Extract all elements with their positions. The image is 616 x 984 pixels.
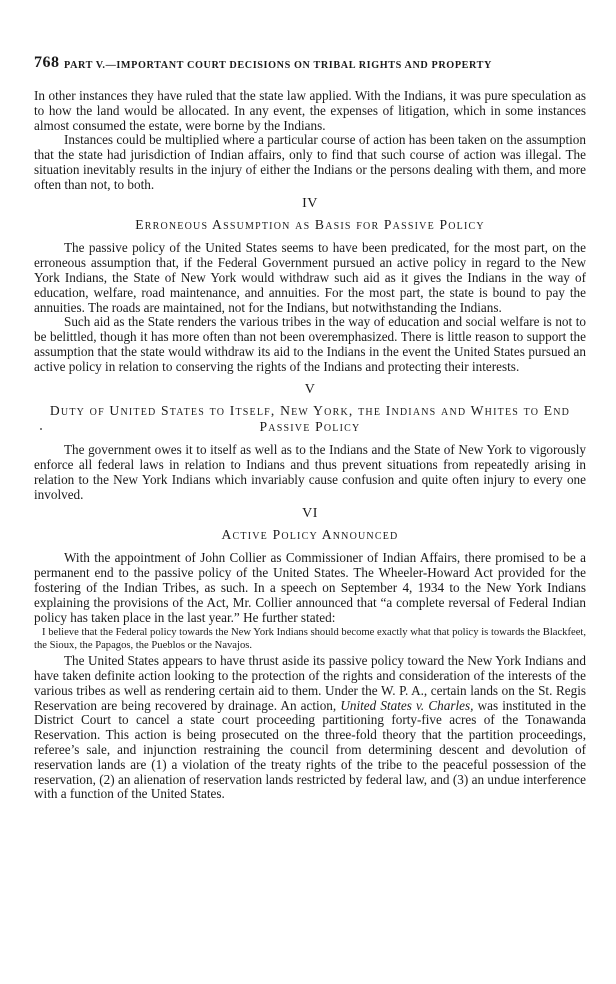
body-text bbox=[34, 89, 586, 802]
running-title: PART V.—IMPORTANT COURT DECISIONS ON TRIBAL RIGHTS AND PROPERTY bbox=[64, 60, 492, 71]
paragraph-text: was instituted in the District Court to cancel a state court proceeding partitioning forty-five acres of the Tonawanda Reservation. This action is being prosecuted on the three-fold theory that the partition proceedings, referee’s sale, and injunction restraining the council from determining descent and devolution of reservation lands are (1) a violation of the treaty rights of the tribe to the peaceful possession of the reservation, (2) an alienation of reservation lands restricted by federal law, and (3) an undue interference with a function of the United States. bbox=[34, 697, 587, 802]
page-number: 768 bbox=[34, 54, 60, 71]
section-numeral: IV bbox=[302, 195, 318, 211]
section-numeral: V bbox=[304, 381, 316, 397]
paragraph: With the appointment of John Collier as Commissioner of Indian Affairs, there promised to be a permanent end to the passive policy of the United States. The Wheeler-Howard Act provided for the fostering of the Indian Tribes, as such. In a speech on September 4, 1934 to the New York Indians explaining the provisions of the Act, Mr. Collier announced that “a complete reversal of Federal Indian policy has taken place in the last year.” He further stated: bbox=[34, 550, 586, 625]
section-heading: Duty of United States to Itself, New York, the Indians and Whites to End Passive Policy bbox=[49, 403, 571, 435]
paragraph: The passive policy of the United States seems to have been predicated, for the most part, on the erroneous assumption that, if the Federal Government pursued an active policy in regard to the New York Indians, the State of New York would withdraw such aid as it gives the Indians in the way of education, welfare, road maintenance, and annuities. For the most part, the state is bound to pay the annuities. The roads are maintained, not for the Indians, but notwithstanding the Indians. bbox=[34, 240, 586, 315]
paragraph: In other instances they have ruled that the state law applied. With the Indians, it was pure speculation as to how the land would be allocated. In any event, the expenses of litigation, which in some instances almost consumed the estate, were borne by the Indians. bbox=[34, 88, 586, 133]
paragraph: Such aid as the State renders the various tribes in the way of education and social welfare is not to be belittled, though it has more often than not been overemphasized. There is little reason to support the assumption that the state would withdraw its aid to the Indians in the event the United States pursued an active policy in relation to conserving the rights of the Indians and protecting their interests. bbox=[34, 314, 586, 374]
block-quote: I believe that the Federal policy towards the New York Indians should become exactly what that policy is towards the Blackfeet, the Sioux, the Papagos, the Pueblos or the Navajos. bbox=[34, 627, 586, 651]
running-header bbox=[34, 56, 586, 76]
section-heading: Active Policy Announced bbox=[221, 527, 399, 543]
paragraph bbox=[34, 654, 586, 802]
paragraph: The government owes it to itself as well as to the Indians and the State of New York to vigorously enforce all federal laws in relation to Indians and thus prevent situations from repeatedly arising in relation to the New York Indians which invariably cause confusion and quite often injury to every one involved. bbox=[34, 442, 586, 502]
paragraph: Instances could be multiplied where a particular course of action has been taken on the assumption that the state had jurisdiction of Indian affairs, only to find that such course of action was illegal. The situation inevitably results in the injury of either the Indians or the persons dealing with them, and more often than not, to both. bbox=[34, 132, 586, 192]
scan-speck bbox=[40, 428, 42, 430]
paragraph-text: The United States appears to have thrust aside its passive policy toward the New York Indians and have taken definite action looking to the protection of the rights and consideration of the interests of the various tribes as well as rendering certain aid to them. Under the W. P. A., certain lands on the St. Regis Reservation are being recovered by drainage. An action, bbox=[34, 653, 586, 713]
section-numeral: VI bbox=[302, 505, 318, 521]
case-name: United States v. Charles, bbox=[340, 697, 474, 713]
section-heading: Erroneous Assumption as Basis for Passive Policy bbox=[135, 217, 485, 233]
